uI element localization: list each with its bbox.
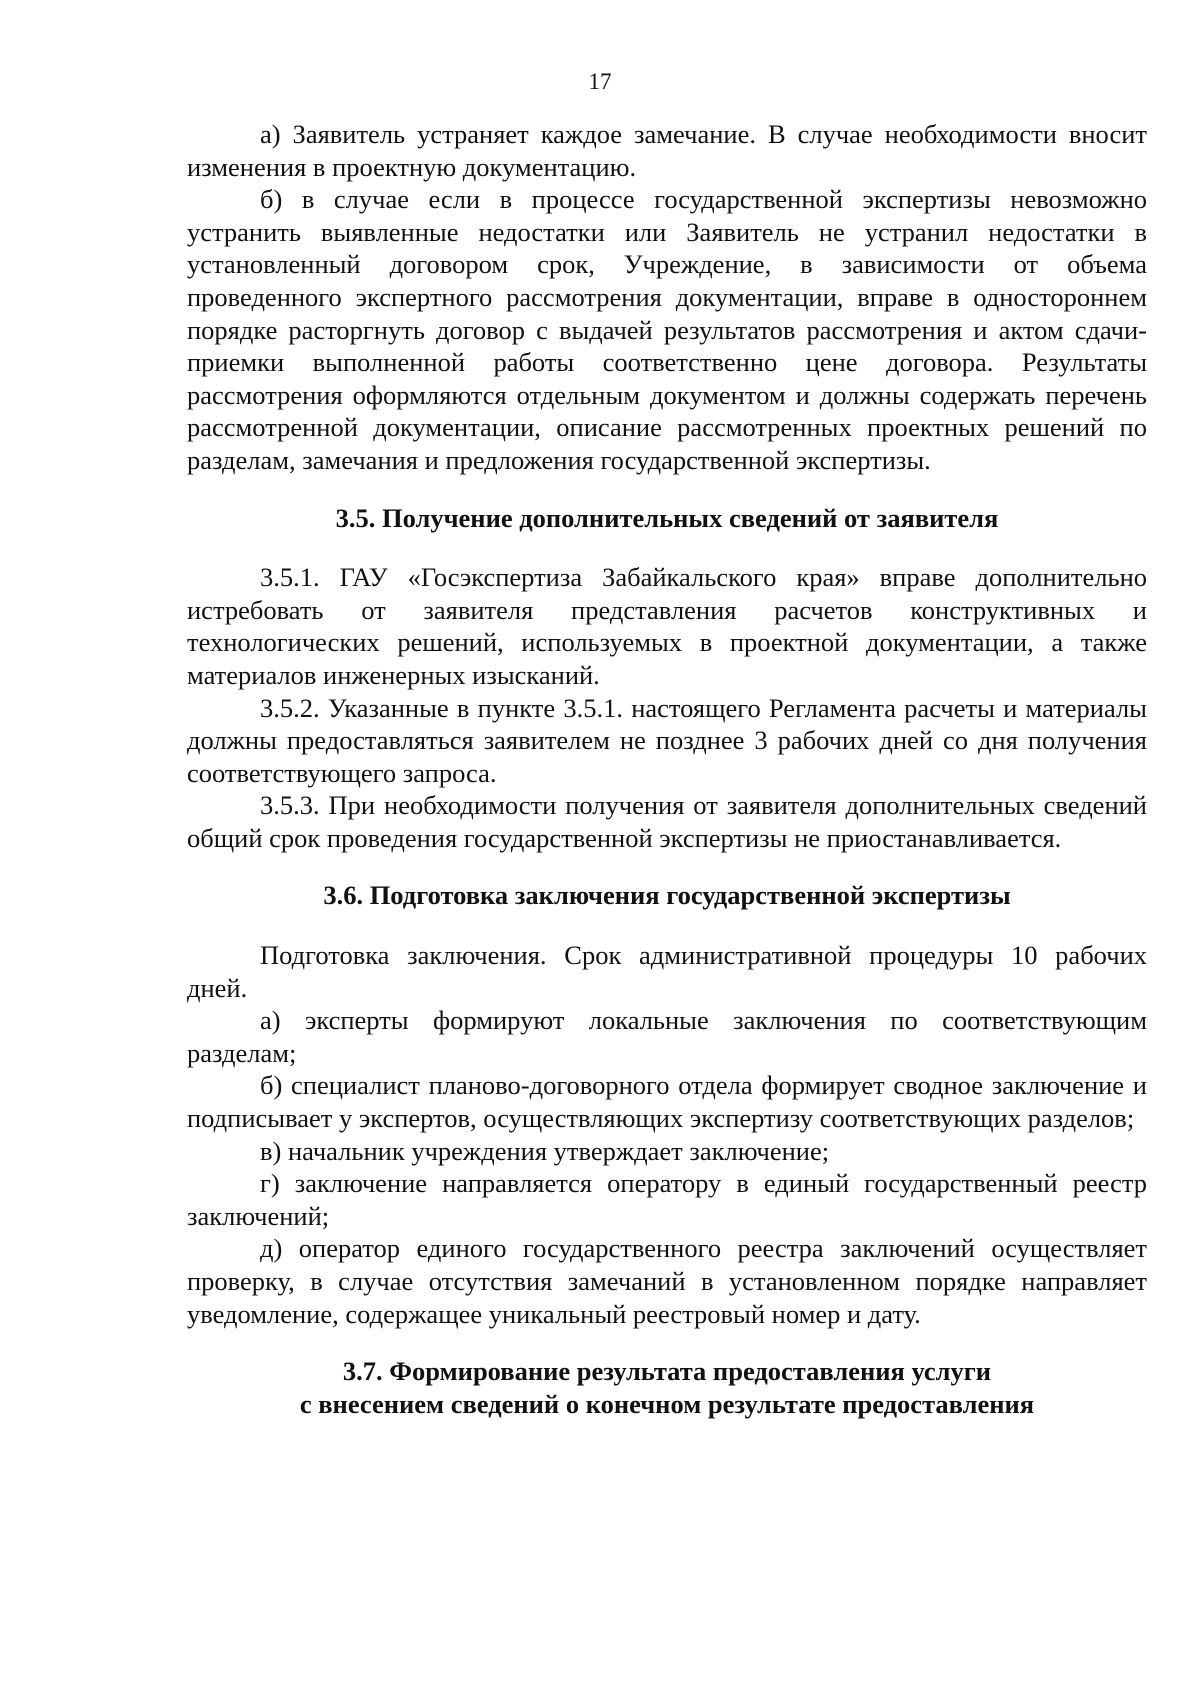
paragraph-3-5-2: 3.5.2. Указанные в пункте 3.5.1. настоящего Регламента расчеты и материалы должны предоставляться заявителем не позднее 3 рабочих дней со дня получения соответствующего запроса. bbox=[187, 692, 1147, 788]
paragraph-3-6-g: г) заключение направляется оператору в единый государственный реестр заключений; bbox=[187, 1168, 1147, 1231]
paragraph-3-6-d: д) оператор единого государственного реестра заключений осуществляет проверку, в случае отсутствия замечаний в установленном порядке направляет уведомление, содержащее уникальный реестровый номер и дату. bbox=[187, 1233, 1147, 1329]
paragraph-3-5-1: 3.5.1. ГАУ «Госэкспертиза Забайкальского края» вправе дополнительно истребовать от заявителя представления расчетов конструктивных и технологических решений, используемых в проектной документации, а также материалов инженерных изысканий. bbox=[187, 562, 1147, 690]
paragraph-3-5-3: 3.5.3. При необходимости получения от заявителя дополнительных сведений общий срок проведения государственной экспертизы не приостанавливается. bbox=[187, 790, 1147, 853]
section-heading-3-7 bbox=[187, 1355, 1147, 1420]
section-heading-3-6: 3.6. Подготовка заключения государственной экспертизы bbox=[323, 880, 1011, 911]
paragraph-3-6-intro: Подготовка заключения. Срок административной процедуры 10 рабочих дней. bbox=[187, 940, 1147, 1003]
section-heading-3-7-line-1: 3.7. Формирование результата предоставления услуги bbox=[342, 1356, 992, 1387]
section-heading-3-5: 3.5. Получение дополнительных сведений от заявителя bbox=[335, 502, 999, 533]
paragraph-b: б) в случае если в процессе государственной экспертизы невозможно устранить выявленные недостатки или Заявитель не устранил недостатки в установленный договором срок, Учреждение, в зависимости от объема проведенного экспертного рассмотрения документации, вправе в одностороннем порядке расторгнуть договор с выдачей результатов рассмотрения и актом сдачи-приемки выполненной работы соответственно цене договора. Результаты рассмотрения оформляются отдельным документом и должны содержать перечень рассмотренной документации, описание рассмотренных проектных решений по разделам, замечания и предложения государственной экспертизы. bbox=[187, 184, 1147, 475]
paragraph-3-6-v: в) начальник учреждения утверждает заключение; bbox=[260, 1135, 830, 1166]
paragraph-a: а) Заявитель устраняет каждое замечание. В случае необходимости вносит изменения в проектную документацию. bbox=[187, 119, 1147, 182]
document-body bbox=[187, 118, 1147, 1420]
paragraph-3-6-a: а) эксперты формируют локальные заключения по соответствующим разделам; bbox=[187, 1005, 1147, 1068]
page-number: 17 bbox=[588, 69, 612, 94]
section-heading-3-7-line-2: с внесением сведений о конечном результате предоставления bbox=[299, 1388, 1035, 1419]
paragraph-3-6-b: б) специалист планово-договорного отдела формирует сводное заключение и подписывает у экспертов, осуществляющих экспертизу соответствующих разделов; bbox=[187, 1070, 1147, 1134]
